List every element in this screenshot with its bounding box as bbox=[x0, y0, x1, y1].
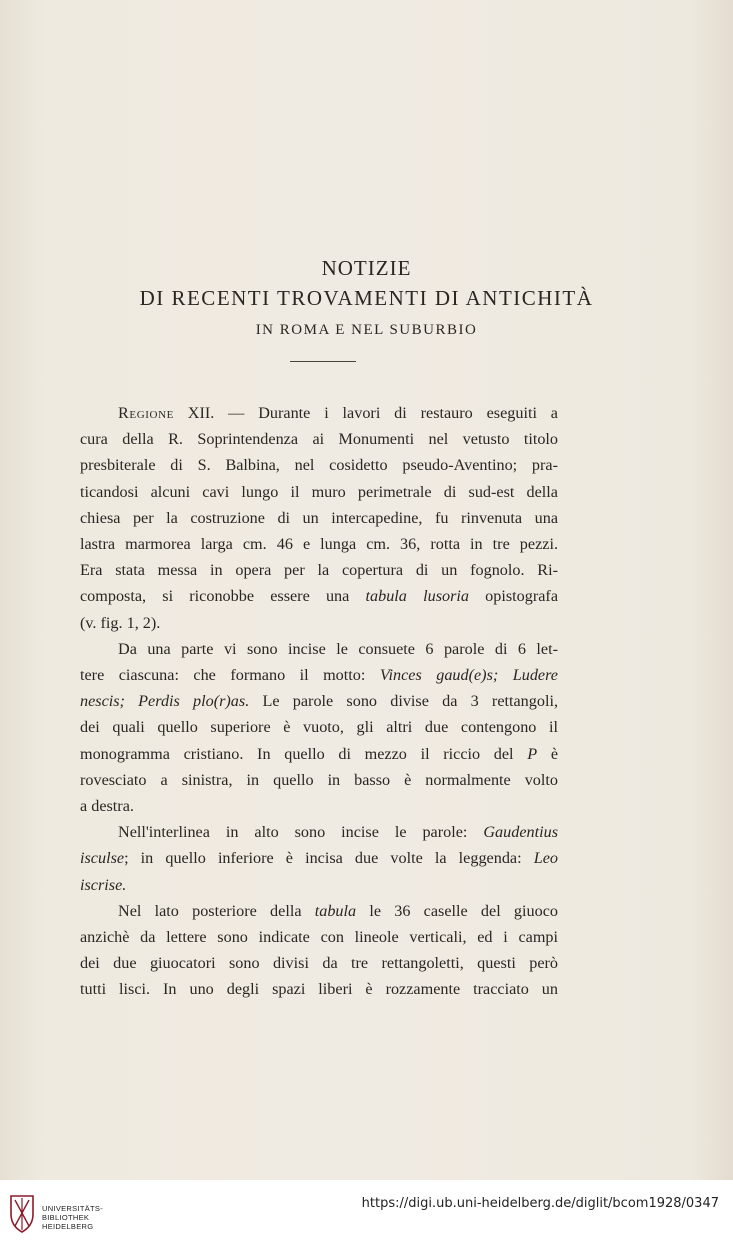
permalink-url[interactable]: https://digi.ub.uni-heidelberg.de/diglit/bcom1928/0347 bbox=[361, 1196, 719, 1211]
text-line: rovesciato a sinistra, in quello in basso è normalmente volto bbox=[80, 770, 558, 789]
italic-term: nescis; Perdis plo(r)as. bbox=[80, 692, 250, 711]
text-line bbox=[80, 688, 558, 714]
italic-term: Leo bbox=[533, 849, 558, 868]
text-span: XII. — Durante i lavori di restauro eseguiti a bbox=[173, 404, 558, 422]
text-line: (v. fig. 1, 2). bbox=[80, 613, 161, 632]
text-span: ; in quello inferiore è incisa due volte la leggenda: bbox=[124, 849, 534, 868]
italic-term: P bbox=[527, 744, 538, 763]
text-line: anzichè da lettere sono indicate con lineole verticali, ed i campi bbox=[80, 928, 558, 947]
library-name-line: HEIDELBERG bbox=[42, 1222, 94, 1231]
heading-location: IN ROMA E NEL SUBURBIO bbox=[255, 322, 478, 338]
text-line bbox=[80, 583, 558, 609]
text-line bbox=[80, 898, 558, 924]
italic-term: iscrise. bbox=[80, 875, 127, 894]
library-name-line: UNIVERSITÄTS- bbox=[42, 1204, 103, 1213]
text-line bbox=[80, 872, 558, 898]
region-label: Regione bbox=[118, 404, 174, 422]
text-line: ticandosi alcuni cavi lungo il muro perimetrale di sud-est della bbox=[80, 482, 558, 501]
text-line bbox=[80, 662, 558, 688]
text-line: lastra marmorea larga cm. 46 e lunga cm. 36, rotta in tre pezzi. bbox=[80, 535, 558, 554]
text-line: a destra. bbox=[80, 797, 134, 816]
text-span: è bbox=[537, 744, 559, 763]
text-line bbox=[80, 819, 558, 845]
paragraph-2 bbox=[80, 636, 558, 819]
text-span: le 36 caselle del giuoco bbox=[356, 901, 558, 920]
italic-term: tabula lusoria bbox=[365, 587, 469, 606]
italic-term: Vinces gaud(e)s; Ludere bbox=[379, 666, 558, 685]
italic-term: isculse bbox=[80, 849, 125, 868]
text-span: composta, si riconobbe essere una bbox=[80, 587, 366, 606]
text-line: Era stata messa in opera per la copertura di un fognolo. Ri- bbox=[80, 561, 558, 580]
text-span: Le parole sono divise da 3 rettangoli, bbox=[249, 692, 559, 711]
text-span: monogramma cristiano. In quello di mezzo il riccio del bbox=[80, 744, 528, 763]
university-seal-icon bbox=[8, 1192, 36, 1234]
text-line: chiesa per la costruzione di un intercapedine, fu rinvenuta una bbox=[80, 508, 558, 527]
viewer-footer bbox=[0, 1180, 733, 1244]
text-line: tutti lisci. In uno degli spazi liberi è rozzamente tracciato un bbox=[80, 980, 558, 999]
paragraph-4 bbox=[80, 898, 558, 1003]
article-body bbox=[80, 400, 558, 1003]
text-line bbox=[80, 845, 558, 871]
text-line: cura della R. Soprintendenza ai Monumenti nel vetusto titolo bbox=[80, 430, 558, 449]
text-span: Nell'interlinea in alto sono incise le parole: bbox=[118, 823, 484, 842]
heading-divider bbox=[290, 361, 356, 362]
text-line bbox=[80, 400, 558, 426]
library-name bbox=[42, 1204, 103, 1231]
text-line: presbiterale di S. Balbina, nel cosidetto pseudo-Aventino; pra- bbox=[80, 456, 558, 475]
text-line: dei due giuocatori sono divisi da tre rettangoletti, questi però bbox=[80, 954, 558, 973]
italic-term: tabula bbox=[314, 901, 357, 920]
text-span: Nel lato posteriore della bbox=[118, 901, 315, 920]
text-line bbox=[80, 741, 558, 767]
paragraph-3 bbox=[80, 819, 558, 898]
text-span: tere ciascuna: che formano il motto: bbox=[80, 666, 380, 685]
heading-subtitle: DI RECENTI TROVAMENTI DI ANTICHITÀ bbox=[139, 286, 594, 310]
text-line: dei quali quello superiore è vuoto, gli altri due contengono il bbox=[80, 718, 558, 737]
italic-term: Gaudentius bbox=[483, 823, 558, 842]
text-line: Da una parte vi sono incise le consuete 6 parole di 6 let- bbox=[118, 639, 558, 658]
text-span: opistografa bbox=[468, 587, 559, 606]
library-name-line: BIBLIOTHEK bbox=[42, 1213, 90, 1222]
paragraph-1 bbox=[80, 400, 558, 636]
heading-title: NOTIZIE bbox=[321, 256, 412, 280]
